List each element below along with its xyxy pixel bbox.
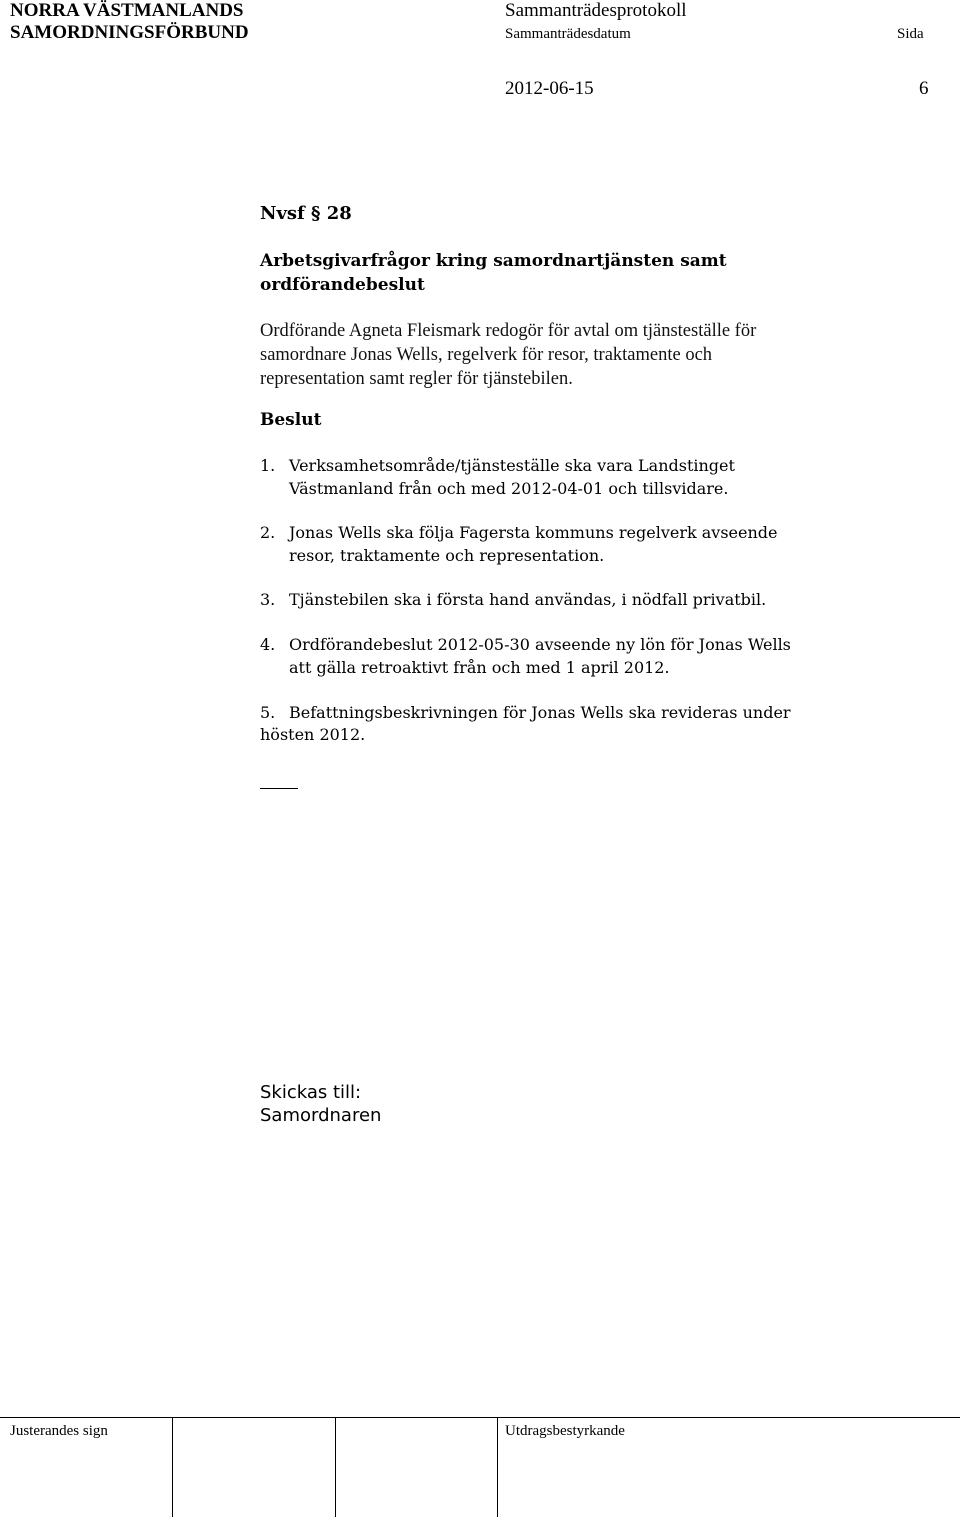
intro-line: representation samt regler för tjänstebilen.: [260, 369, 573, 389]
footer-top-rule: [0, 1417, 960, 1418]
decision-number: 3.: [260, 590, 276, 609]
extract-label: Utdragsbestyrkande: [505, 1423, 625, 1439]
decision-line: hösten 2012.: [260, 725, 366, 744]
decision-line: Tjänstebilen ska i första hand användas, i nödfall privatbil.: [289, 590, 767, 609]
decision-line: resor, traktamente och representation.: [289, 546, 605, 565]
send-to-label: Skickas till:: [260, 1082, 362, 1103]
org-name-line2: SAMORDNINGSFÖRBUND: [10, 22, 249, 43]
decision-line: Västmanland från och med 2012-04-01 och tillsvidare.: [289, 479, 729, 498]
sign-label: Justerandes sign: [10, 1423, 108, 1439]
separator-line: [260, 788, 298, 789]
footer-divider: [497, 1417, 498, 1517]
decision-line: Jonas Wells ska följa Fagersta kommuns regelverk avseende: [289, 523, 778, 542]
intro-line: Ordförande Agneta Fleismark redogör för avtal om tjänsteställe för: [260, 321, 757, 341]
decision-number: 4.: [260, 635, 276, 654]
decision-line: Befattningsbeskrivningen för Jonas Wells ska revideras under: [289, 703, 791, 722]
decision-line: Verksamhetsområde/tjänsteställe ska vara Landstinget: [289, 456, 735, 475]
intro-line: samordnare Jonas Wells, regelverk för resor, traktamente och: [260, 345, 713, 365]
decision-number: 1.: [260, 456, 276, 475]
decision-number: 5.: [260, 703, 276, 722]
decision-line: att gälla retroaktivt från och med 1 april 2012.: [289, 658, 670, 677]
date-label: Sammanträdesdatum: [505, 26, 631, 42]
org-name-line1: NORRA VÄSTMANLANDS: [10, 0, 244, 21]
footer-divider: [172, 1417, 173, 1517]
document-type: Sammanträdesprotokoll: [505, 0, 687, 21]
decision-number: 2.: [260, 523, 276, 542]
footer-divider: [335, 1417, 336, 1517]
section-title-line1: Arbetsgivarfrågor kring samordnartjänsten samt: [260, 251, 727, 271]
beslut-heading: Beslut: [260, 410, 322, 430]
section-title-line2: ordförandebeslut: [260, 275, 425, 295]
send-to-recipient: Samordnaren: [260, 1105, 382, 1126]
meeting-date: 2012-06-15: [505, 78, 594, 99]
page-number: 6: [919, 78, 929, 99]
decision-line: Ordförandebeslut 2012-05-30 avseende ny lön för Jonas Wells: [289, 635, 791, 654]
page-label: Sida: [897, 26, 924, 42]
section-number: Nvsf § 28: [260, 203, 352, 224]
